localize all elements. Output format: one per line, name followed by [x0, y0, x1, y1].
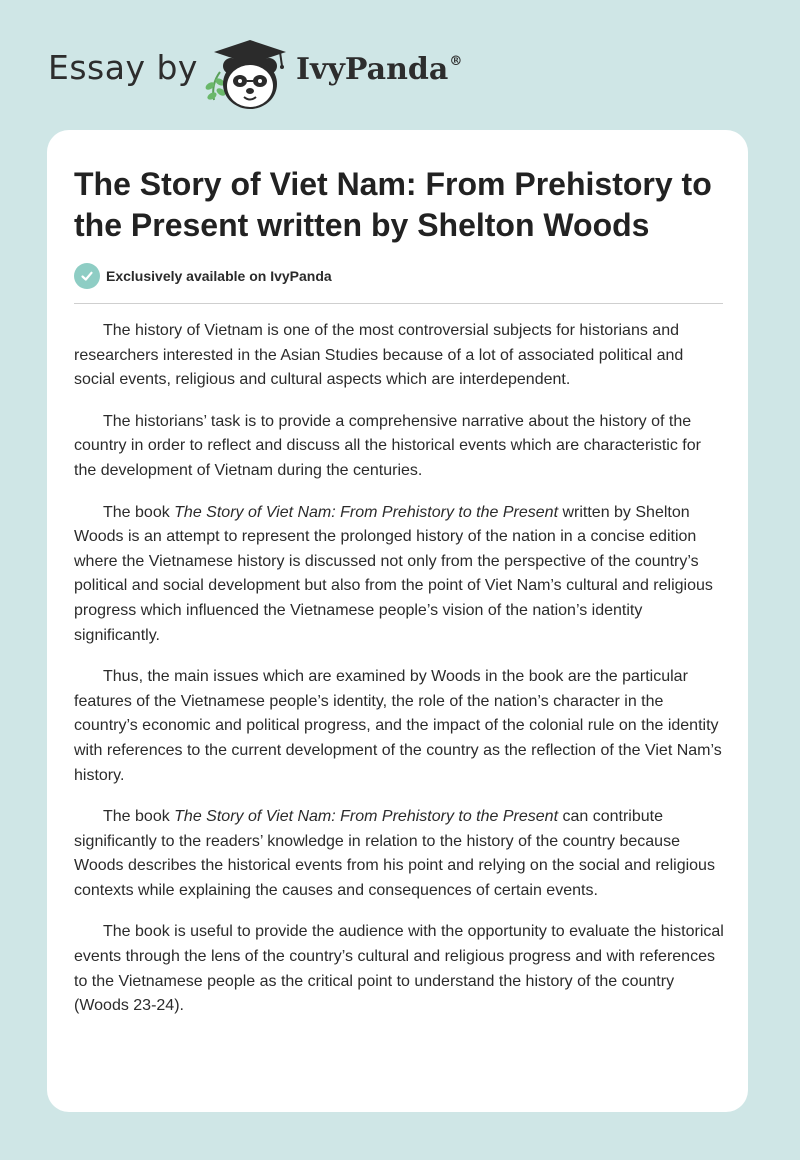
paragraph [74, 805, 726, 903]
panda-graduate-logo-icon[interactable] [200, 36, 296, 112]
essay-title: The Story of Viet Nam: From Prehistory to the Present written by Shelton Woods [74, 166, 712, 243]
book-title-italic: The Story of Viet Nam: From Prehistory to the Present [174, 808, 559, 826]
paragraph-text: Thus, the main issues which are examined by Woods in the book are the particular features of the Vietnamese people’s identity, the role of the nation’s character in the country’s economic and political progress, and the impact of the colonial rule on the identity with references to the current development of the country as the reflection of the Viet Nam’s history. [74, 668, 722, 784]
paragraph [74, 410, 726, 484]
paragraph [74, 319, 726, 393]
paragraph-text: can contribute significantly to the readers’ knowledge in relation to the history of the country because Woods describes the historical events from his point and relying on the social and religious contexts while explaining the causes and consequences of certain events. [74, 808, 715, 899]
essay-card [47, 130, 748, 1112]
paragraph-text: The book [103, 503, 175, 521]
paragraph-text: The book is useful to provide the audience with the opportunity to evaluate the historical events through the lens of the country’s cultural and religious progress and with references to the Vietnamese people as the critical point to understand the history of the country (Woods 23-24). [74, 923, 724, 1015]
paragraph-text: The book [103, 808, 175, 826]
book-title-italic: The Story of Viet Nam: From Prehistory to the Present [174, 503, 559, 521]
checkmark-icon [74, 263, 100, 289]
essay-body [74, 319, 726, 1036]
brand-name[interactable] [296, 52, 462, 87]
paragraph-text: The history of Vietnam is one of the most controversial subjects for historians and researchers interested in the Asian Studies because of a lot of associated political and social events, religious and cultural aspects which are interdependent. [74, 322, 684, 389]
title-divider [74, 303, 723, 304]
paragraph-text: The historians’ task is to provide a comprehensive narrative about the history of the country in order to reflect and discuss all the historical events which are characteristic for the development of Vietnam during the centuries. [74, 412, 701, 479]
essay-by-label: Essay by [48, 48, 198, 87]
registered-mark: ® [449, 54, 463, 69]
exclusive-badge-label: Exclusively available on IvyPanda [106, 268, 332, 284]
paragraph [74, 501, 726, 649]
site-header [0, 0, 800, 130]
paragraph [74, 920, 726, 1018]
brand-name-text: IvyPanda [296, 52, 449, 87]
paragraph [74, 665, 726, 788]
paragraph-text: written by Shelton Woods is an attempt to represent the prolonged history of the nation in a concise edition where the Vietnamese history is discussed not only from the perspective of the country’s political and social development but also from the point of Viet Nam’s cultural and religious progress which influenced the Vietnamese people’s vision of the nation’s identity significantly. [74, 503, 713, 644]
exclusive-badge [74, 263, 332, 289]
